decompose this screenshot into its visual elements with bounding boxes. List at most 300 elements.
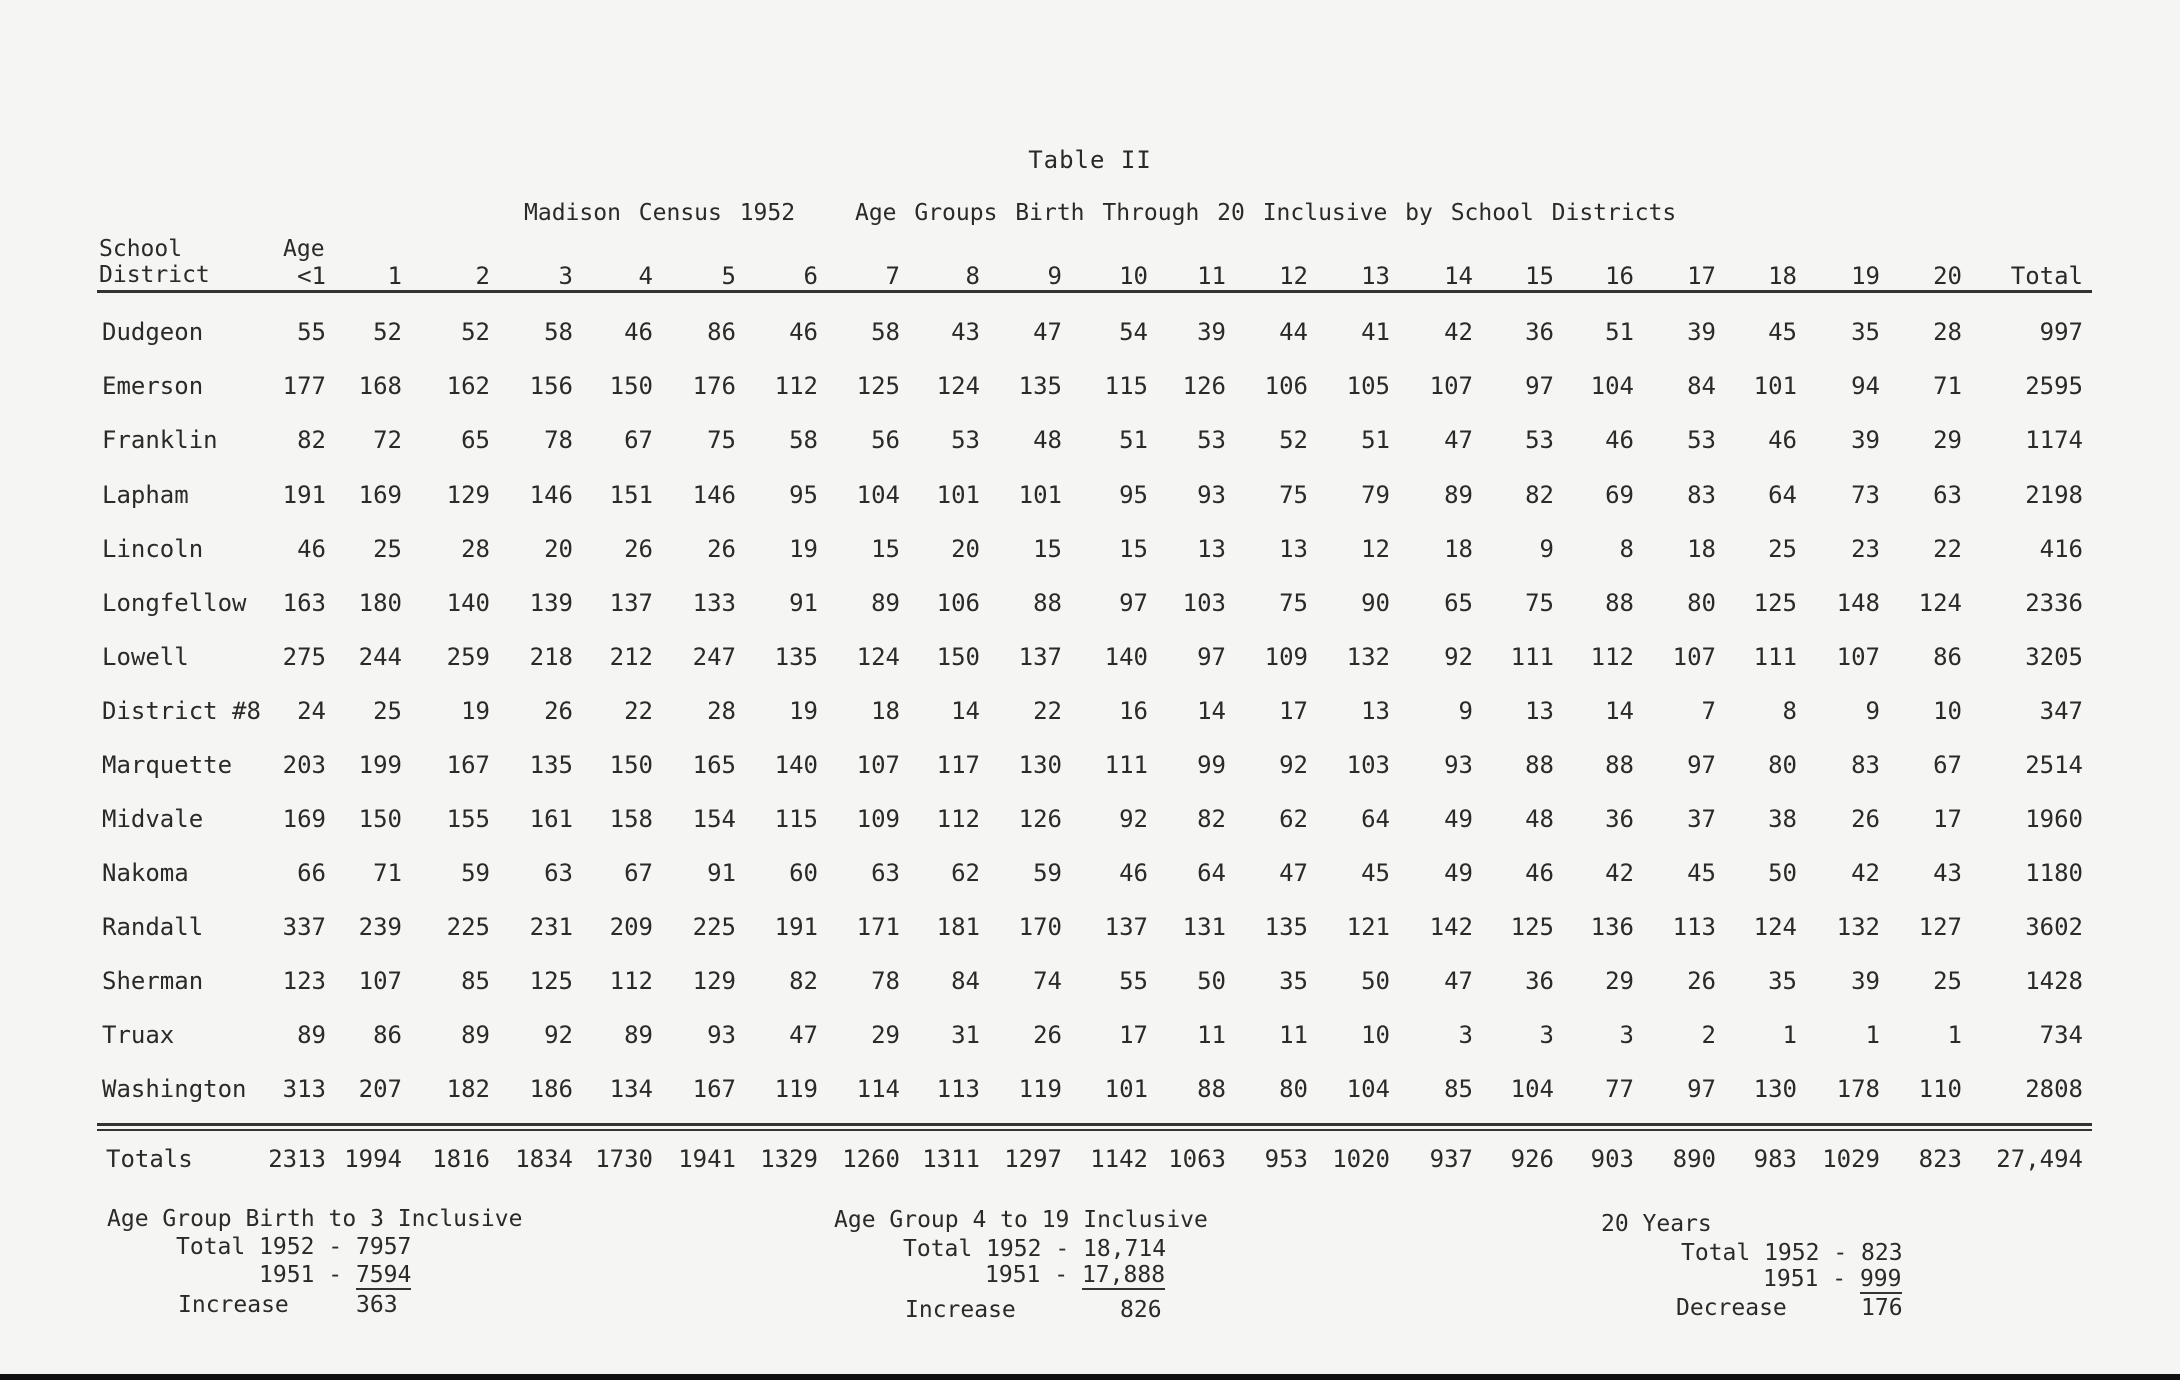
table-cell: 75 — [1279, 481, 1308, 509]
subtitle-census: Madison Census 1952 — [524, 200, 796, 226]
table-cell: 161 — [529, 805, 573, 833]
table-cell: 115 — [774, 805, 818, 833]
totals-cell: 823 — [1918, 1145, 1962, 1173]
table-cell: 15 — [871, 535, 900, 563]
column-header: 15 — [1525, 262, 1554, 290]
table-cell: 17 — [1279, 697, 1308, 725]
table-cell: 15 — [1119, 535, 1148, 563]
table-cell: 148 — [1836, 589, 1880, 617]
scan-bottom-edge — [0, 1374, 2180, 1380]
table-cell: 89 — [297, 1021, 326, 1049]
table-cell: 92 — [1119, 805, 1148, 833]
table-cell: 163 — [282, 589, 326, 617]
table-cell: 85 — [461, 967, 490, 995]
table-cell: 3602 — [2025, 913, 2083, 941]
column-header: 3 — [558, 262, 573, 290]
table-cell: 125 — [856, 372, 900, 400]
column-header: 17 — [1687, 262, 1716, 290]
table-cell: 82 — [1197, 805, 1226, 833]
table-cell: 347 — [2039, 697, 2083, 725]
table-cell: 78 — [544, 426, 573, 454]
table-cell: 39 — [1851, 426, 1880, 454]
table-cell: 225 — [446, 913, 490, 941]
table-cell: 67 — [624, 859, 653, 887]
table-cell: 50 — [1768, 859, 1797, 887]
table-cell: 83 — [1687, 481, 1716, 509]
table-cell: 89 — [624, 1021, 653, 1049]
table-cell: 191 — [282, 481, 326, 509]
footer-group2-1951 — [985, 1262, 1165, 1288]
table-cell: 247 — [692, 643, 736, 671]
table-cell: 46 — [1525, 859, 1554, 887]
table-cell: 79 — [1361, 481, 1390, 509]
table-subtitle — [524, 200, 1676, 226]
table-cell: 82 — [297, 426, 326, 454]
table-cell: 124 — [936, 372, 980, 400]
totals-cell: 1260 — [842, 1145, 900, 1173]
table-cell: 191 — [774, 913, 818, 941]
header-district-line1: School — [99, 236, 183, 262]
table-cell: 26 — [1851, 805, 1880, 833]
table-cell: 52 — [461, 318, 490, 346]
table-cell: 63 — [1933, 481, 1962, 509]
table-cell: 1960 — [2025, 805, 2083, 833]
header-rule — [97, 290, 2092, 293]
table-cell: 103 — [1182, 589, 1226, 617]
footer-group1-heading: Age Group Birth to 3 Inclusive — [107, 1206, 523, 1232]
column-header: 16 — [1605, 262, 1634, 290]
table-cell: 130 — [1753, 1075, 1797, 1103]
totals-cell: 1297 — [1004, 1145, 1062, 1173]
footer-group3-1951-label: 1951 - — [1763, 1266, 1847, 1292]
table-cell: 112 — [774, 372, 818, 400]
table-cell: 29 — [1605, 967, 1634, 995]
table-cell: 133 — [692, 589, 736, 617]
table-cell: 19 — [789, 697, 818, 725]
table-cell: 177 — [282, 372, 326, 400]
table-cell: 123 — [282, 967, 326, 995]
table-cell: 52 — [373, 318, 402, 346]
table-title: Table II — [1028, 146, 1152, 174]
table-cell: 2808 — [2025, 1075, 2083, 1103]
table-cell: 3 — [1539, 1021, 1554, 1049]
table-cell: 97 — [1197, 643, 1226, 671]
table-cell: 182 — [446, 1075, 490, 1103]
table-cell: 53 — [1525, 426, 1554, 454]
table-cell: 25 — [1933, 967, 1962, 995]
table-cell: 170 — [1018, 913, 1062, 941]
totals-cell: 937 — [1429, 1145, 1473, 1173]
table-cell: 107 — [1672, 643, 1716, 671]
footer-group1-increase-value: 363 — [356, 1292, 398, 1318]
table-cell: 171 — [856, 913, 900, 941]
totals-cell: 1834 — [515, 1145, 573, 1173]
table-cell: 231 — [529, 913, 573, 941]
table-cell: 107 — [1836, 643, 1880, 671]
column-header: 18 — [1768, 262, 1797, 290]
table-cell: 80 — [1768, 751, 1797, 779]
table-cell: 101 — [1018, 481, 1062, 509]
totals-cell: 1063 — [1168, 1145, 1226, 1173]
table-cell: 93 — [1197, 481, 1226, 509]
table-cell: 101 — [936, 481, 980, 509]
footer-group1-1951 — [259, 1262, 411, 1288]
totals-cell: 1329 — [760, 1145, 818, 1173]
table-cell: 73 — [1851, 481, 1880, 509]
table-cell: 135 — [1018, 372, 1062, 400]
table-cell: 75 — [1525, 589, 1554, 617]
table-cell: 1428 — [2025, 967, 2083, 995]
table-cell: 51 — [1119, 426, 1148, 454]
table-cell: 125 — [529, 967, 573, 995]
table-cell: 151 — [609, 481, 653, 509]
table-cell: 115 — [1104, 372, 1148, 400]
table-cell: 12 — [1361, 535, 1390, 563]
table-cell: 125 — [1753, 589, 1797, 617]
table-cell: 38 — [1768, 805, 1797, 833]
footer-group3-total: Total 1952 - 823 — [1681, 1240, 1903, 1266]
table-cell: 124 — [856, 643, 900, 671]
table-cell: 24 — [297, 697, 326, 725]
table-cell: 89 — [871, 589, 900, 617]
table-cell: 121 — [1346, 913, 1390, 941]
district-name: Truax — [102, 1021, 175, 1049]
district-name: Midvale — [102, 805, 204, 833]
table-cell: 46 — [1768, 426, 1797, 454]
table-cell: 17 — [1119, 1021, 1148, 1049]
table-cell: 111 — [1753, 643, 1797, 671]
header-district-line2: District — [99, 262, 210, 288]
table-cell: 10 — [1933, 697, 1962, 725]
table-cell: 9 — [1458, 697, 1473, 725]
table-cell: 134 — [609, 1075, 653, 1103]
table-cell: 180 — [358, 589, 402, 617]
table-cell: 58 — [871, 318, 900, 346]
table-cell: 162 — [446, 372, 490, 400]
table-cell: 14 — [951, 697, 980, 725]
table-cell: 36 — [1525, 318, 1554, 346]
table-cell: 169 — [282, 805, 326, 833]
table-cell: 313 — [282, 1075, 326, 1103]
column-header: Total — [2010, 262, 2083, 290]
table-cell: 3 — [1458, 1021, 1473, 1049]
table-cell: 26 — [624, 535, 653, 563]
table-cell: 48 — [1525, 805, 1554, 833]
table-cell: 39 — [1197, 318, 1226, 346]
table-cell: 39 — [1851, 967, 1880, 995]
table-cell: 82 — [1525, 481, 1554, 509]
table-cell: 139 — [529, 589, 573, 617]
table-cell: 1 — [1947, 1021, 1962, 1049]
footer-group1-1951-value: 7594 — [355, 1262, 412, 1288]
table-cell: 416 — [2039, 535, 2083, 563]
district-name: Dudgeon — [102, 318, 204, 346]
footer-group2-1951-value: 17,888 — [1081, 1262, 1166, 1288]
footer-group3-decrease-label: Decrease — [1676, 1295, 1787, 1321]
table-cell: 135 — [529, 751, 573, 779]
table-cell: 199 — [358, 751, 402, 779]
column-header: 6 — [803, 262, 818, 290]
totals-cell: 926 — [1510, 1145, 1554, 1173]
district-name: Randall — [102, 913, 204, 941]
table-cell: 131 — [1182, 913, 1226, 941]
table-cell: 16 — [1119, 697, 1148, 725]
table-cell: 146 — [529, 481, 573, 509]
table-cell: 88 — [1605, 751, 1634, 779]
table-cell: 165 — [692, 751, 736, 779]
totals-rule-bottom — [97, 1129, 2092, 1131]
table-cell: 63 — [544, 859, 573, 887]
table-cell: 28 — [707, 697, 736, 725]
table-cell: 7 — [1701, 697, 1716, 725]
table-cell: 26 — [544, 697, 573, 725]
table-cell: 45 — [1768, 318, 1797, 346]
table-cell: 1 — [1782, 1021, 1797, 1049]
table-cell: 1174 — [2025, 426, 2083, 454]
table-cell: 47 — [1033, 318, 1062, 346]
column-header: 19 — [1851, 262, 1880, 290]
table-cell: 2514 — [2025, 751, 2083, 779]
footer-group1-1951-label: 1951 - — [259, 1262, 343, 1288]
table-cell: 112 — [936, 805, 980, 833]
table-cell: 39 — [1687, 318, 1716, 346]
table-cell: 112 — [609, 967, 653, 995]
district-name: Washington — [102, 1075, 247, 1103]
table-cell: 2 — [1701, 1021, 1716, 1049]
column-header: 10 — [1119, 262, 1148, 290]
table-cell: 106 — [936, 589, 980, 617]
table-cell: 44 — [1279, 318, 1308, 346]
table-cell: 63 — [871, 859, 900, 887]
table-cell: 23 — [1851, 535, 1880, 563]
table-cell: 154 — [692, 805, 736, 833]
table-cell: 80 — [1687, 589, 1716, 617]
table-cell: 84 — [1687, 372, 1716, 400]
table-cell: 91 — [707, 859, 736, 887]
table-cell: 35 — [1851, 318, 1880, 346]
table-cell: 58 — [789, 426, 818, 454]
table-cell: 104 — [1590, 372, 1634, 400]
table-cell: 75 — [1279, 589, 1308, 617]
table-cell: 107 — [1429, 372, 1473, 400]
table-cell: 92 — [1444, 643, 1473, 671]
table-cell: 95 — [1119, 481, 1148, 509]
table-cell: 18 — [1687, 535, 1716, 563]
table-cell: 140 — [1104, 643, 1148, 671]
table-cell: 92 — [1279, 751, 1308, 779]
table-cell: 106 — [1264, 372, 1308, 400]
table-cell: 146 — [692, 481, 736, 509]
table-cell: 71 — [373, 859, 402, 887]
table-cell: 124 — [1918, 589, 1962, 617]
table-cell: 110 — [1918, 1075, 1962, 1103]
table-cell: 51 — [1605, 318, 1634, 346]
table-cell: 104 — [1346, 1075, 1390, 1103]
footer-group2-increase-label: Increase — [905, 1297, 1016, 1323]
table-cell: 150 — [609, 751, 653, 779]
table-cell: 83 — [1851, 751, 1880, 779]
table-cell: 129 — [692, 967, 736, 995]
table-cell: 178 — [1836, 1075, 1880, 1103]
table-cell: 140 — [446, 589, 490, 617]
table-cell: 15 — [1033, 535, 1062, 563]
table-cell: 9 — [1865, 697, 1880, 725]
district-name: Lowell — [102, 643, 189, 671]
footer-group1-total: Total 1952 - 7957 — [176, 1234, 412, 1260]
column-header: 1 — [387, 262, 402, 290]
table-cell: 22 — [624, 697, 653, 725]
header-age-label: Age — [283, 236, 325, 262]
table-cell: 86 — [373, 1021, 402, 1049]
table-cell: 56 — [871, 426, 900, 454]
table-cell: 71 — [1933, 372, 1962, 400]
district-name: Sherman — [102, 967, 204, 995]
totals-rule-top — [97, 1123, 2092, 1126]
table-cell: 239 — [358, 913, 402, 941]
table-cell: 59 — [1033, 859, 1062, 887]
table-cell: 58 — [544, 318, 573, 346]
table-cell: 80 — [1279, 1075, 1308, 1103]
table-cell: 142 — [1429, 913, 1473, 941]
table-cell: 150 — [609, 372, 653, 400]
footer-group3-decrease-value: 176 — [1861, 1295, 1903, 1321]
table-cell: 88 — [1525, 751, 1554, 779]
table-cell: 126 — [1018, 805, 1062, 833]
table-cell: 107 — [856, 751, 900, 779]
table-cell: 22 — [1933, 535, 1962, 563]
table-cell: 130 — [1018, 751, 1062, 779]
table-cell: 86 — [1933, 643, 1962, 671]
table-cell: 62 — [1279, 805, 1308, 833]
table-cell: 62 — [951, 859, 980, 887]
table-cell: 26 — [1033, 1021, 1062, 1049]
district-name: Nakoma — [102, 859, 189, 887]
table-cell: 89 — [461, 1021, 490, 1049]
table-cell: 93 — [707, 1021, 736, 1049]
table-cell: 55 — [1119, 967, 1148, 995]
table-cell: 218 — [529, 643, 573, 671]
table-cell: 114 — [856, 1075, 900, 1103]
table-cell: 52 — [1279, 426, 1308, 454]
table-cell: 13 — [1279, 535, 1308, 563]
totals-cell: 27,494 — [1996, 1145, 2083, 1173]
table-cell: 8 — [1782, 697, 1797, 725]
table-cell: 50 — [1361, 967, 1390, 995]
table-cell: 85 — [1444, 1075, 1473, 1103]
table-cell: 65 — [461, 426, 490, 454]
table-cell: 997 — [2039, 318, 2083, 346]
totals-cell: 1941 — [678, 1145, 736, 1173]
table-cell: 84 — [951, 967, 980, 995]
table-cell: 37 — [1687, 805, 1716, 833]
table-cell: 67 — [1933, 751, 1962, 779]
table-cell: 9 — [1539, 535, 1554, 563]
table-cell: 126 — [1182, 372, 1226, 400]
table-cell: 113 — [1672, 913, 1716, 941]
table-cell: 137 — [1104, 913, 1148, 941]
table-cell: 47 — [1444, 967, 1473, 995]
table-cell: 8 — [1619, 535, 1634, 563]
table-cell: 59 — [461, 859, 490, 887]
table-cell: 47 — [1279, 859, 1308, 887]
table-cell: 337 — [282, 913, 326, 941]
table-cell: 29 — [871, 1021, 900, 1049]
footer-group3-1951 — [1763, 1266, 1902, 1292]
table-cell: 150 — [936, 643, 980, 671]
table-cell: 158 — [609, 805, 653, 833]
table-cell: 2336 — [2025, 589, 2083, 617]
table-cell: 43 — [1933, 859, 1962, 887]
table-cell: 107 — [358, 967, 402, 995]
subtitle-description: Age Groups Birth Through 20 Inclusive by School Districts — [854, 200, 1677, 226]
table-cell: 11 — [1279, 1021, 1308, 1049]
table-cell: 104 — [1510, 1075, 1554, 1103]
table-cell: 18 — [871, 697, 900, 725]
table-cell: 46 — [1119, 859, 1148, 887]
table-cell: 117 — [936, 751, 980, 779]
totals-cell: 1994 — [344, 1145, 402, 1173]
footer-group2-increase-value: 826 — [1120, 1297, 1162, 1323]
table-cell: 45 — [1361, 859, 1390, 887]
table-cell: 155 — [446, 805, 490, 833]
table-cell: 14 — [1197, 697, 1226, 725]
table-cell: 101 — [1753, 372, 1797, 400]
table-cell: 47 — [789, 1021, 818, 1049]
table-cell: 150 — [358, 805, 402, 833]
table-cell: 119 — [1018, 1075, 1062, 1103]
column-header: 4 — [638, 262, 653, 290]
table-cell: 2595 — [2025, 372, 2083, 400]
table-cell: 35 — [1279, 967, 1308, 995]
table-cell: 94 — [1851, 372, 1880, 400]
table-cell: 26 — [1687, 967, 1716, 995]
table-cell: 3 — [1619, 1021, 1634, 1049]
table-cell: 97 — [1687, 1075, 1716, 1103]
table-cell: 28 — [1933, 318, 1962, 346]
table-cell: 1 — [1865, 1021, 1880, 1049]
table-cell: 25 — [373, 697, 402, 725]
table-cell: 36 — [1605, 805, 1634, 833]
table-cell: 125 — [1510, 913, 1554, 941]
column-header: <1 — [297, 262, 326, 290]
table-cell: 13 — [1525, 697, 1554, 725]
table-cell: 95 — [789, 481, 818, 509]
footer-group2-1951-label: 1951 - — [985, 1262, 1069, 1288]
table-cell: 77 — [1605, 1075, 1634, 1103]
table-cell: 93 — [1444, 751, 1473, 779]
table-cell: 43 — [951, 318, 980, 346]
table-cell: 47 — [1444, 426, 1473, 454]
table-cell: 17 — [1933, 805, 1962, 833]
table-cell: 29 — [1933, 426, 1962, 454]
footer-group2-heading: Age Group 4 to 19 Inclusive — [834, 1207, 1208, 1233]
table-cell: 67 — [624, 426, 653, 454]
table-cell: 99 — [1197, 751, 1226, 779]
footer-group2-total: Total 1952 - 18,714 — [903, 1236, 1167, 1262]
table-cell: 119 — [774, 1075, 818, 1103]
table-cell: 140 — [774, 751, 818, 779]
table-cell: 97 — [1119, 589, 1148, 617]
totals-label: Totals — [106, 1145, 193, 1173]
table-cell: 97 — [1687, 751, 1716, 779]
table-cell: 275 — [282, 643, 326, 671]
district-name: Emerson — [102, 372, 204, 400]
table-cell: 212 — [609, 643, 653, 671]
table-cell: 734 — [2039, 1021, 2083, 1049]
table-cell: 55 — [297, 318, 326, 346]
table-cell: 69 — [1605, 481, 1634, 509]
table-cell: 132 — [1346, 643, 1390, 671]
